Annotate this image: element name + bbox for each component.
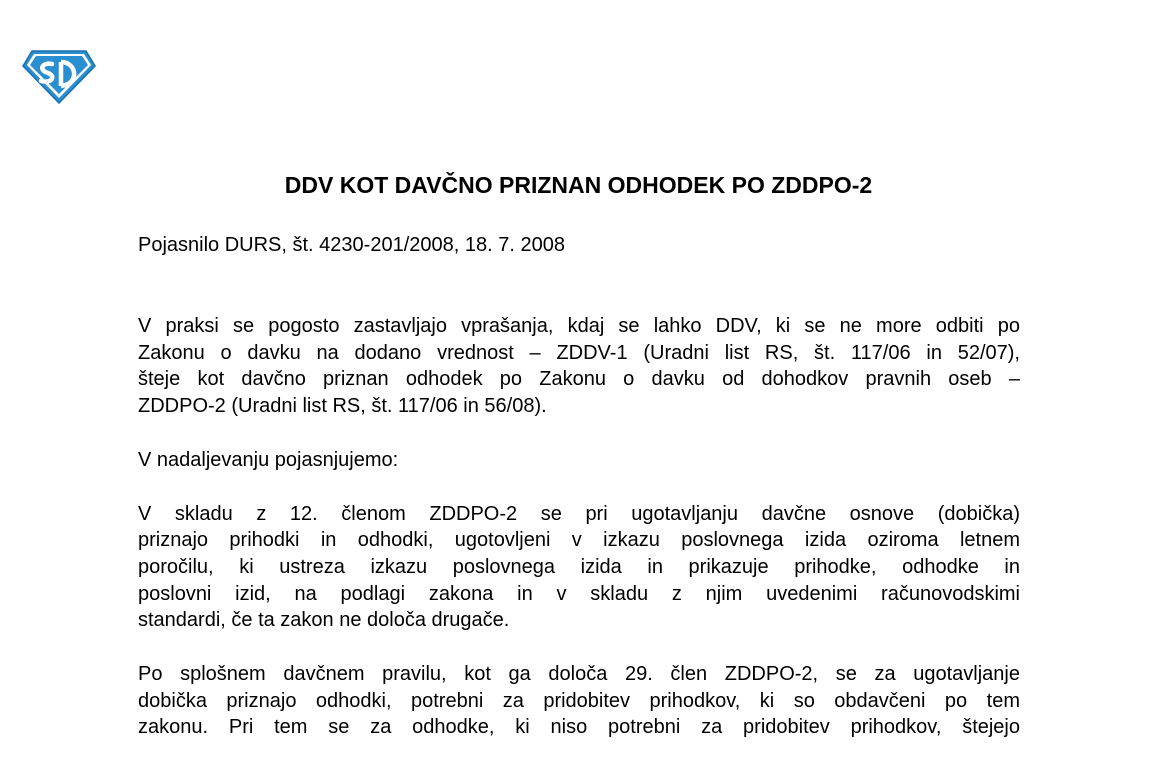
text-line: standardi, če ta zakon ne določa drugače. xyxy=(138,609,510,632)
text-line: poročilu, ki ustreza izkazu poslovnega izida in prikazuje prihodke, odhodke in xyxy=(138,555,1020,578)
text-line: šteje kot davčno priznan odhodek po Zakonu o davku od dohodkov pravnih oseb – xyxy=(138,368,1020,391)
text-line: dobička priznajo odhodki, potrebni za pridobitev prihodkov, ki so obdavčeni po tem xyxy=(138,689,1020,712)
sd-logo xyxy=(22,50,96,104)
text-line: V nadaljevanju pojasnjujemo: xyxy=(138,448,399,471)
text-line: V praksi se pogosto zastavljajo vprašanja, kdaj se lahko DDV, ki se ne more odbiti po xyxy=(138,315,1020,337)
document-subtitle: Pojasnilo DURS, št. 4230-201/2008, 18. 7. 2008 xyxy=(138,234,565,256)
text-line: priznajo prihodki in odhodki, ugotovljeni v izkazu poslovnega izida oziroma letnem xyxy=(138,529,1020,552)
text-line: ZDDPO-2 (Uradni list RS, št. 117/06 in 56/08). xyxy=(138,395,547,418)
paragraph-lead-in xyxy=(138,447,1020,474)
paragraph-intro xyxy=(138,313,1020,420)
sd-diamond-logo-icon xyxy=(22,50,96,104)
text-line: Zakonu o davku na dodano vrednost – ZDDV-1 (Uradni list RS, št. 117/06 in 52/07), xyxy=(138,341,1020,364)
document-body xyxy=(138,313,1020,768)
text-line: poslovni izid, na podlagi zakona in v skladu z njim uvedenimi računovodskimi xyxy=(138,582,1020,605)
text-line: V skladu z 12. členom ZDDPO-2 se pri ugotavljanju davčne osnove (dobička) xyxy=(138,502,1020,525)
document-title: DDV KOT DAVČNO PRIZNAN ODHODEK PO ZDDPO-2 xyxy=(284,172,873,198)
paragraph-article-29 xyxy=(138,661,1020,741)
text-line: zakonu. Pri tem se za odhodke, ki niso potrebni za pridobitev prihodkov, štejejo xyxy=(138,716,1020,739)
text-line: Po splošnem davčnem pravilu, kot ga določa 29. člen ZDDPO-2, se za ugotavljanje xyxy=(138,663,1020,686)
paragraph-article-12 xyxy=(138,501,1020,635)
